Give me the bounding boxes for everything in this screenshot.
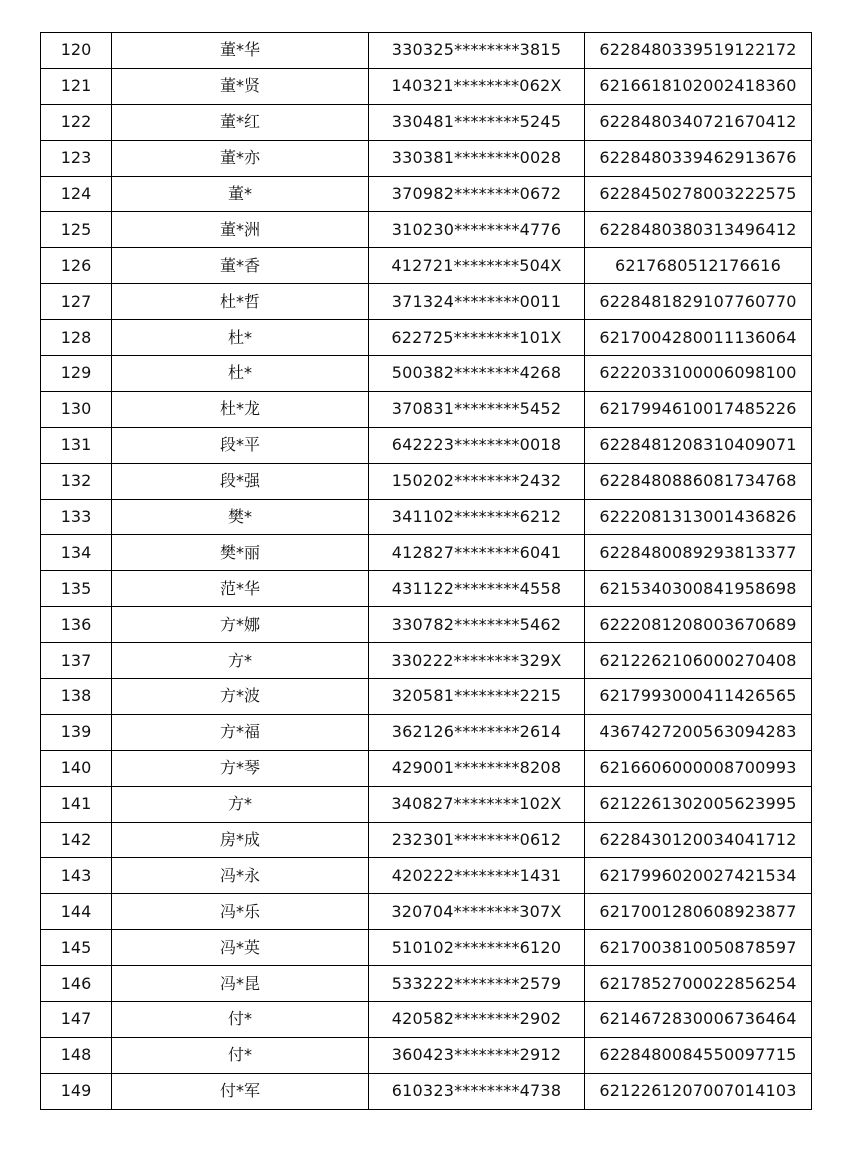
account-number-cell: 6222081313001436826 bbox=[585, 499, 812, 535]
records-table-body bbox=[41, 33, 812, 1110]
id-number-cell: 362126********2614 bbox=[369, 714, 585, 750]
row-number-cell: 146 bbox=[41, 966, 112, 1002]
id-number-cell: 431122********4558 bbox=[369, 571, 585, 607]
table-row bbox=[41, 1037, 812, 1073]
row-number-cell: 126 bbox=[41, 248, 112, 284]
table-row bbox=[41, 176, 812, 212]
table-row bbox=[41, 1073, 812, 1109]
id-number-cell: 371324********0011 bbox=[369, 284, 585, 320]
table-row bbox=[41, 679, 812, 715]
id-number-cell: 330222********329X bbox=[369, 643, 585, 679]
row-number-cell: 142 bbox=[41, 822, 112, 858]
id-number-cell: 330325********3815 bbox=[369, 33, 585, 69]
table-row bbox=[41, 212, 812, 248]
name-cell: 董*香 bbox=[112, 248, 369, 284]
row-number-cell: 130 bbox=[41, 391, 112, 427]
table-row bbox=[41, 643, 812, 679]
account-number-cell: 6228480084550097715 bbox=[585, 1037, 812, 1073]
name-cell: 杜* bbox=[112, 356, 369, 392]
row-number-cell: 134 bbox=[41, 535, 112, 571]
account-number-cell: 6222033100006098100 bbox=[585, 356, 812, 392]
account-number-cell: 6228481829107760770 bbox=[585, 284, 812, 320]
account-number-cell: 6228480340721670412 bbox=[585, 104, 812, 140]
name-cell: 付* bbox=[112, 1037, 369, 1073]
row-number-cell: 148 bbox=[41, 1037, 112, 1073]
name-cell: 方*琴 bbox=[112, 750, 369, 786]
account-number-cell: 6228480380313496412 bbox=[585, 212, 812, 248]
id-number-cell: 341102********6212 bbox=[369, 499, 585, 535]
id-number-cell: 420582********2902 bbox=[369, 1002, 585, 1038]
table-row bbox=[41, 822, 812, 858]
table-row bbox=[41, 750, 812, 786]
table-row bbox=[41, 320, 812, 356]
id-number-cell: 420222********1431 bbox=[369, 858, 585, 894]
name-cell: 冯*昆 bbox=[112, 966, 369, 1002]
name-cell: 方* bbox=[112, 643, 369, 679]
row-number-cell: 124 bbox=[41, 176, 112, 212]
name-cell: 段*强 bbox=[112, 463, 369, 499]
account-number-cell: 6217001280608923877 bbox=[585, 894, 812, 930]
row-number-cell: 120 bbox=[41, 33, 112, 69]
name-cell: 杜*龙 bbox=[112, 391, 369, 427]
account-number-cell: 6216606000008700993 bbox=[585, 750, 812, 786]
row-number-cell: 143 bbox=[41, 858, 112, 894]
account-number-cell: 4367427200563094283 bbox=[585, 714, 812, 750]
table-row bbox=[41, 930, 812, 966]
id-number-cell: 310230********4776 bbox=[369, 212, 585, 248]
name-cell: 杜*哲 bbox=[112, 284, 369, 320]
id-number-cell: 330782********5462 bbox=[369, 607, 585, 643]
name-cell: 付*军 bbox=[112, 1073, 369, 1109]
name-cell: 董*洲 bbox=[112, 212, 369, 248]
name-cell: 段*平 bbox=[112, 427, 369, 463]
id-number-cell: 150202********2432 bbox=[369, 463, 585, 499]
row-number-cell: 138 bbox=[41, 679, 112, 715]
row-number-cell: 141 bbox=[41, 786, 112, 822]
table-row bbox=[41, 966, 812, 1002]
id-number-cell: 370982********0672 bbox=[369, 176, 585, 212]
name-cell: 董*华 bbox=[112, 33, 369, 69]
name-cell: 董*亦 bbox=[112, 140, 369, 176]
table-row bbox=[41, 356, 812, 392]
table-row bbox=[41, 33, 812, 69]
name-cell: 董*贤 bbox=[112, 68, 369, 104]
id-number-cell: 500382********4268 bbox=[369, 356, 585, 392]
id-number-cell: 622725********101X bbox=[369, 320, 585, 356]
row-number-cell: 145 bbox=[41, 930, 112, 966]
row-number-cell: 140 bbox=[41, 750, 112, 786]
account-number-cell: 6222081208003670689 bbox=[585, 607, 812, 643]
account-number-cell: 6217996020027421534 bbox=[585, 858, 812, 894]
account-number-cell: 6212261207007014103 bbox=[585, 1073, 812, 1109]
account-number-cell: 6217680512176616 bbox=[585, 248, 812, 284]
table-row bbox=[41, 858, 812, 894]
row-number-cell: 129 bbox=[41, 356, 112, 392]
name-cell: 房*成 bbox=[112, 822, 369, 858]
id-number-cell: 412827********6041 bbox=[369, 535, 585, 571]
table-row bbox=[41, 68, 812, 104]
row-number-cell: 128 bbox=[41, 320, 112, 356]
records-table bbox=[40, 32, 812, 1110]
name-cell: 冯*乐 bbox=[112, 894, 369, 930]
row-number-cell: 147 bbox=[41, 1002, 112, 1038]
table-row bbox=[41, 607, 812, 643]
row-number-cell: 127 bbox=[41, 284, 112, 320]
table-row bbox=[41, 571, 812, 607]
id-number-cell: 360423********2912 bbox=[369, 1037, 585, 1073]
account-number-cell: 6228450278003222575 bbox=[585, 176, 812, 212]
row-number-cell: 122 bbox=[41, 104, 112, 140]
id-number-cell: 232301********0612 bbox=[369, 822, 585, 858]
account-number-cell: 6212261302005623995 bbox=[585, 786, 812, 822]
id-number-cell: 340827********102X bbox=[369, 786, 585, 822]
row-number-cell: 149 bbox=[41, 1073, 112, 1109]
row-number-cell: 133 bbox=[41, 499, 112, 535]
id-number-cell: 320581********2215 bbox=[369, 679, 585, 715]
name-cell: 范*华 bbox=[112, 571, 369, 607]
account-number-cell: 6216618102002418360 bbox=[585, 68, 812, 104]
account-number-cell: 6228480886081734768 bbox=[585, 463, 812, 499]
row-number-cell: 139 bbox=[41, 714, 112, 750]
id-number-cell: 610323********4738 bbox=[369, 1073, 585, 1109]
table-row bbox=[41, 284, 812, 320]
id-number-cell: 533222********2579 bbox=[369, 966, 585, 1002]
account-number-cell: 6228481208310409071 bbox=[585, 427, 812, 463]
account-number-cell: 6228480339462913676 bbox=[585, 140, 812, 176]
table-row bbox=[41, 391, 812, 427]
name-cell: 冯*英 bbox=[112, 930, 369, 966]
name-cell: 董*红 bbox=[112, 104, 369, 140]
row-number-cell: 132 bbox=[41, 463, 112, 499]
account-number-cell: 6214672830006736464 bbox=[585, 1002, 812, 1038]
id-number-cell: 429001********8208 bbox=[369, 750, 585, 786]
account-number-cell: 6217993000411426565 bbox=[585, 679, 812, 715]
id-number-cell: 370831********5452 bbox=[369, 391, 585, 427]
id-number-cell: 510102********6120 bbox=[369, 930, 585, 966]
name-cell: 方*娜 bbox=[112, 607, 369, 643]
row-number-cell: 125 bbox=[41, 212, 112, 248]
row-number-cell: 121 bbox=[41, 68, 112, 104]
id-number-cell: 330481********5245 bbox=[369, 104, 585, 140]
table-row bbox=[41, 714, 812, 750]
row-number-cell: 136 bbox=[41, 607, 112, 643]
table-row bbox=[41, 140, 812, 176]
account-number-cell: 6217852700022856254 bbox=[585, 966, 812, 1002]
account-number-cell: 6217004280011136064 bbox=[585, 320, 812, 356]
account-number-cell: 6217994610017485226 bbox=[585, 391, 812, 427]
id-number-cell: 330381********0028 bbox=[369, 140, 585, 176]
table-row bbox=[41, 499, 812, 535]
account-number-cell: 6217003810050878597 bbox=[585, 930, 812, 966]
row-number-cell: 131 bbox=[41, 427, 112, 463]
id-number-cell: 412721********504X bbox=[369, 248, 585, 284]
name-cell: 樊*丽 bbox=[112, 535, 369, 571]
account-number-cell: 6228480089293813377 bbox=[585, 535, 812, 571]
row-number-cell: 135 bbox=[41, 571, 112, 607]
name-cell: 方* bbox=[112, 786, 369, 822]
table-row bbox=[41, 104, 812, 140]
account-number-cell: 6228430120034041712 bbox=[585, 822, 812, 858]
id-number-cell: 642223********0018 bbox=[369, 427, 585, 463]
table-row bbox=[41, 894, 812, 930]
name-cell: 冯*永 bbox=[112, 858, 369, 894]
table-row bbox=[41, 427, 812, 463]
name-cell: 付* bbox=[112, 1002, 369, 1038]
row-number-cell: 137 bbox=[41, 643, 112, 679]
table-row bbox=[41, 248, 812, 284]
table-row bbox=[41, 535, 812, 571]
table-row bbox=[41, 786, 812, 822]
row-number-cell: 123 bbox=[41, 140, 112, 176]
name-cell: 樊* bbox=[112, 499, 369, 535]
name-cell: 杜* bbox=[112, 320, 369, 356]
account-number-cell: 6215340300841958698 bbox=[585, 571, 812, 607]
account-number-cell: 6228480339519122172 bbox=[585, 33, 812, 69]
id-number-cell: 320704********307X bbox=[369, 894, 585, 930]
table-row bbox=[41, 463, 812, 499]
name-cell: 方*波 bbox=[112, 679, 369, 715]
id-number-cell: 140321********062X bbox=[369, 68, 585, 104]
name-cell: 董* bbox=[112, 176, 369, 212]
row-number-cell: 144 bbox=[41, 894, 112, 930]
table-row bbox=[41, 1002, 812, 1038]
name-cell: 方*福 bbox=[112, 714, 369, 750]
account-number-cell: 6212262106000270408 bbox=[585, 643, 812, 679]
